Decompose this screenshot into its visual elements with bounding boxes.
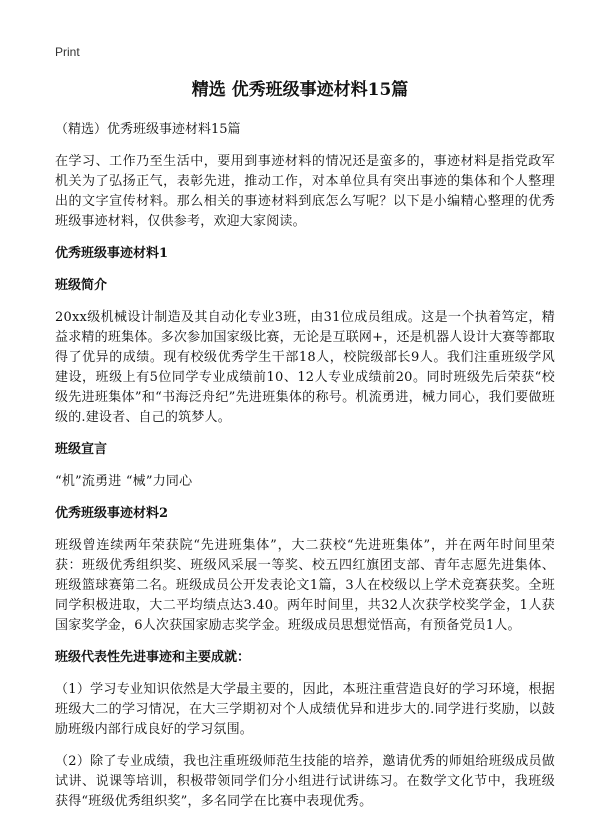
print-label: Print: [55, 45, 80, 59]
document-subtitle: （精选）优秀班级事迹材料15篇: [55, 122, 241, 137]
section2-achievements-heading: 班级代表性先进事迹和主要成就：: [55, 650, 251, 665]
section2-title: 优秀班级事迹材料2: [55, 506, 169, 521]
document-body: [55, 120, 555, 824]
section2-item-1: （1）学习专业知识依然是大学最主要的，因此，本班注重营造良好的学习环境，根据班级大二的学习情况，在大三学期初对个人成绩优异和进步大的.同学进行奖励，以鼓励班级内部行成良好的学习氛围。: [55, 682, 555, 737]
intro-paragraph: 在学习、工作乃至生活中，要用到事迹材料的情况还是蛮多的，事迹材料是指党政军机关为了弘扬正气，表彰先进，推动工作，对本单位具有突出事迹的集体和个人整理出的文字宣传材料。那么相关的事迹材料到底怎么写呢？以下是小编精心整理的优秀班级事迹材料，仅供参考，欢迎大家阅读。: [55, 154, 555, 229]
page-title: 精选 优秀班级事迹材料15篇: [191, 80, 409, 100]
section1-class-intro-heading: 班级简介: [55, 278, 108, 293]
section2-item-2: （2）除了专业成绩，我也注重班级师范生技能的培养，邀请优秀的师姐给班级成员做试讲、说课等培训，积极带领同学们分小组进行试讲练习。在数学文化节中，我班级获得“班级优秀组织奖”，多名同学在比赛中表现优秀。: [55, 754, 555, 809]
section1-motto-heading: 班级宣言: [55, 442, 108, 457]
section1-motto: “机”流勇进 “械”力同心: [55, 474, 193, 489]
section1-title: 优秀班级事迹材料1: [55, 246, 169, 261]
section1-class-intro-paragraph: 20xx级机械设计制造及其自动化专业3班，由31位成员组成。这是一个执着笃定，精益求精的班集体。多次参加国家级比赛，无论是互联网+，还是机器人设计大赛等都取得了优异的成绩。现有校级优秀学生干部18人，校院级部长9人。我们注重班级学风建设，班级上有5位同学专业成绩前10、12人专业成绩前20。同时班级先后荣获“校级先进班集体”和“书海泛舟纪”先进班集体的称号。机流勇进，械力同心，我们要做班级的.建设者、自己的筑梦人。: [55, 310, 555, 425]
section2-paragraph: 班级曾连续两年荣获院“先进班集体”，大二获校“先进班集体”，并在两年时间里荣获：班级优秀组织奖、班级风采展一等奖、校五四红旗团支部、青年志愿先进集体、班级篮球赛第二名。班级成员公开发表论文1篇，3人在校级以上学术竞赛获奖。全班同学积极进取，大二平均绩点达3.40。两年时间里，共32人次获学校奖学金，1人获国家奖学金，6人次获国家励志奖学金。班级成员思想觉悟高，有预备党员1人。: [55, 538, 555, 633]
